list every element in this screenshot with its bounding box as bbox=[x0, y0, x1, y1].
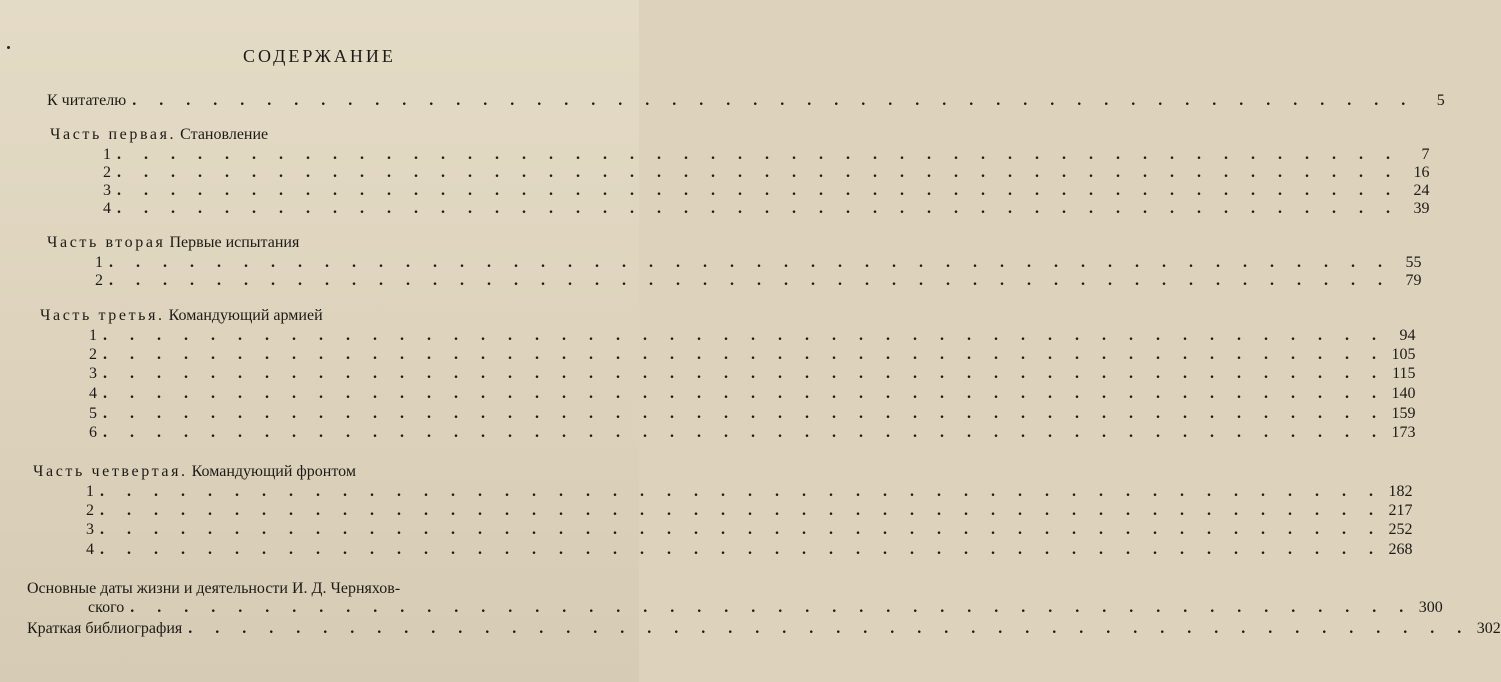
toc-entry-chapter[interactable] bbox=[86, 541, 1413, 559]
chapter-number: 3 bbox=[86, 521, 94, 538]
toc-entry-chapter[interactable] bbox=[103, 182, 1430, 200]
entry-page: 7 bbox=[1421, 146, 1430, 163]
toc-entry-chapter[interactable] bbox=[95, 272, 1422, 290]
part-name: Становление bbox=[180, 126, 269, 143]
entry-page: 79 bbox=[1405, 272, 1422, 289]
dot-leader: . . . . . . . . . . . . . . . . . . . . . . . . . . . . . . . . . . . . . . . . . . . . . . . . bbox=[103, 346, 1386, 363]
dot-leader: . . . . . . . . . . . . . . . . . . . . . . . . . . . . . . . . . . . . . . . . . . . . . . . . bbox=[103, 405, 1386, 422]
dot-leader: . . . . . . . . . . . . . . . . . . . . . . . . . . . . . . . . . . . . . . . . . . . . . . . . bbox=[117, 146, 1400, 163]
entry-label: К читателю bbox=[47, 92, 127, 109]
toc-entry-chapter[interactable] bbox=[89, 385, 1416, 403]
entry-page: 105 bbox=[1391, 346, 1416, 363]
part-name: Командующий армией bbox=[168, 307, 323, 324]
toc-entry-chapter[interactable] bbox=[86, 502, 1413, 520]
chapter-number: 2 bbox=[86, 502, 94, 519]
entry-label: Краткая библиография bbox=[27, 620, 183, 637]
chapter-number: 4 bbox=[86, 541, 94, 558]
entry-page: 16 bbox=[1413, 164, 1430, 181]
part-label: Часть вторая bbox=[47, 234, 166, 251]
entry-page: 140 bbox=[1391, 385, 1416, 402]
part-name: Командующий фронтом bbox=[191, 463, 356, 480]
dot-leader: . . . . . . . . . . . . . . . . . . . . . . . . . . . . . . . . . . . . . . . . . . . . . . . . bbox=[103, 385, 1386, 402]
entry-page: 5 bbox=[1436, 92, 1445, 109]
chapter-number: 4 bbox=[89, 385, 97, 402]
dot-leader: . . . . . . . . . . . . . . . . . . . . . . . . . . . . . . . . . . . . . . . . . . . . . . . . bbox=[100, 521, 1383, 538]
toc-entry-chapter[interactable] bbox=[89, 346, 1416, 364]
entry-label: ского bbox=[88, 599, 125, 616]
dot-leader: . . . . . . . . . . . . . . . . . . . . . . . . . . . . . . . . . . . . . . . . . . . . . . . . bbox=[109, 254, 1392, 271]
toc-entry-dates[interactable] bbox=[88, 599, 1443, 617]
entry-page: 159 bbox=[1391, 405, 1416, 422]
toc-entry-chapter[interactable] bbox=[103, 200, 1430, 218]
entry-page: 24 bbox=[1413, 182, 1430, 199]
toc-entry-chapter[interactable] bbox=[95, 254, 1422, 272]
entry-page: 55 bbox=[1405, 254, 1422, 271]
dot-leader: . . . . . . . . . . . . . . . . . . . . . . . . . . . . . . . . . . . . . . . . . . . . . . . . bbox=[103, 327, 1386, 344]
entry-page: 94 bbox=[1399, 327, 1416, 344]
toc-entry-intro[interactable] bbox=[47, 92, 1445, 110]
chapter-number: 1 bbox=[86, 483, 94, 500]
chapter-number: 1 bbox=[89, 327, 97, 344]
dot-leader: . . . . . . . . . . . . . . . . . . . . . . . . . . . . . . . . . . . . . . . . . . . . . . . . bbox=[100, 502, 1383, 519]
toc-entry-chapter[interactable] bbox=[103, 146, 1430, 164]
chapter-number: 1 bbox=[103, 146, 111, 163]
part-heading-1 bbox=[50, 126, 268, 144]
toc-entry-chapter[interactable] bbox=[86, 483, 1413, 501]
part-name: Первые испытания bbox=[169, 234, 300, 251]
toc-entry-dates-line1[interactable]: Основные даты жизни и деятельности И. Д. Черняхов- bbox=[27, 580, 401, 597]
entry-page: 217 bbox=[1388, 502, 1413, 519]
dot-leader: . . . . . . . . . . . . . . . . . . . . . . . . . . . . . . . . . . . . . . . . . . . . . . . . bbox=[100, 483, 1383, 500]
part-heading-3 bbox=[40, 307, 323, 325]
toc-entry-chapter[interactable] bbox=[89, 405, 1416, 423]
chapter-number: 3 bbox=[103, 182, 111, 199]
chapter-number: 6 bbox=[89, 424, 97, 441]
part-heading-2 bbox=[47, 234, 299, 252]
toc-entry-chapter[interactable] bbox=[86, 521, 1413, 539]
chapter-number: 5 bbox=[89, 405, 97, 422]
toc-title: СОДЕРЖАНИЕ bbox=[243, 46, 396, 66]
entry-page: 302 bbox=[1476, 620, 1501, 637]
entry-page: 39 bbox=[1413, 200, 1430, 217]
entry-page: 173 bbox=[1391, 424, 1416, 441]
part-label: Часть первая. bbox=[50, 126, 177, 143]
chapter-number: 1 bbox=[95, 254, 103, 271]
chapter-number: 2 bbox=[103, 164, 111, 181]
dot-leader: . . . . . . . . . . . . . . . . . . . . . . . . . . . . . . . . . . . . . . . . . . . . . . . . bbox=[117, 200, 1400, 217]
part-heading-4 bbox=[33, 463, 356, 481]
dot-leader: . . . . . . . . . . . . . . . . . . . . . . . . . . . . . . . . . . . . . . . . . . . . . . . . bbox=[188, 620, 1471, 637]
part-label: Часть четвертая. bbox=[33, 463, 188, 480]
chapter-number: 2 bbox=[95, 272, 103, 289]
entry-page: 268 bbox=[1388, 541, 1413, 558]
dot-leader: . . . . . . . . . . . . . . . . . . . . . . . . . . . . . . . . . . . . . . . . . . . . . . . . bbox=[100, 541, 1383, 558]
toc-entry-chapter[interactable] bbox=[103, 164, 1430, 182]
toc-entry-chapter[interactable] bbox=[89, 365, 1416, 383]
entry-page: 182 bbox=[1388, 483, 1413, 500]
chapter-number: 3 bbox=[89, 365, 97, 382]
toc-entry-bibliography[interactable] bbox=[27, 620, 1501, 638]
toc-entry-chapter[interactable] bbox=[89, 327, 1416, 345]
dot-leader: . . . . . . . . . . . . . . . . . . . . . . . . . . . . . . . . . . . . . . . . . . . . . . . . bbox=[109, 272, 1392, 289]
dot-leader: . . . . . . . . . . . . . . . . . . . . . . . . . . . . . . . . . . . . . . . . . . . . . . . . bbox=[103, 365, 1386, 382]
entry-page: 252 bbox=[1388, 521, 1413, 538]
dot-leader: . . . . . . . . . . . . . . . . . . . . . . . . . . . . . . . . . . . . . . . . . . . . . . . . bbox=[117, 164, 1400, 181]
entry-page: 115 bbox=[1392, 365, 1416, 382]
chapter-number: 4 bbox=[103, 200, 111, 217]
dot-leader: . . . . . . . . . . . . . . . . . . . . . . . . . . . . . . . . . . . . . . . . . . . . . . . . bbox=[130, 599, 1413, 616]
chapter-number: 2 bbox=[89, 346, 97, 363]
entry-page: 300 bbox=[1418, 599, 1443, 616]
toc-entry-chapter[interactable] bbox=[89, 424, 1416, 442]
dot-leader: . . . . . . . . . . . . . . . . . . . . . . . . . . . . . . . . . . . . . . . . . . . . . . . . bbox=[132, 92, 1415, 109]
dot-leader: . . . . . . . . . . . . . . . . . . . . . . . . . . . . . . . . . . . . . . . . . . . . . . . . bbox=[117, 182, 1400, 199]
dot-leader: . . . . . . . . . . . . . . . . . . . . . . . . . . . . . . . . . . . . . . . . . . . . . . . . bbox=[103, 424, 1386, 441]
part-label: Часть третья. bbox=[40, 307, 165, 324]
